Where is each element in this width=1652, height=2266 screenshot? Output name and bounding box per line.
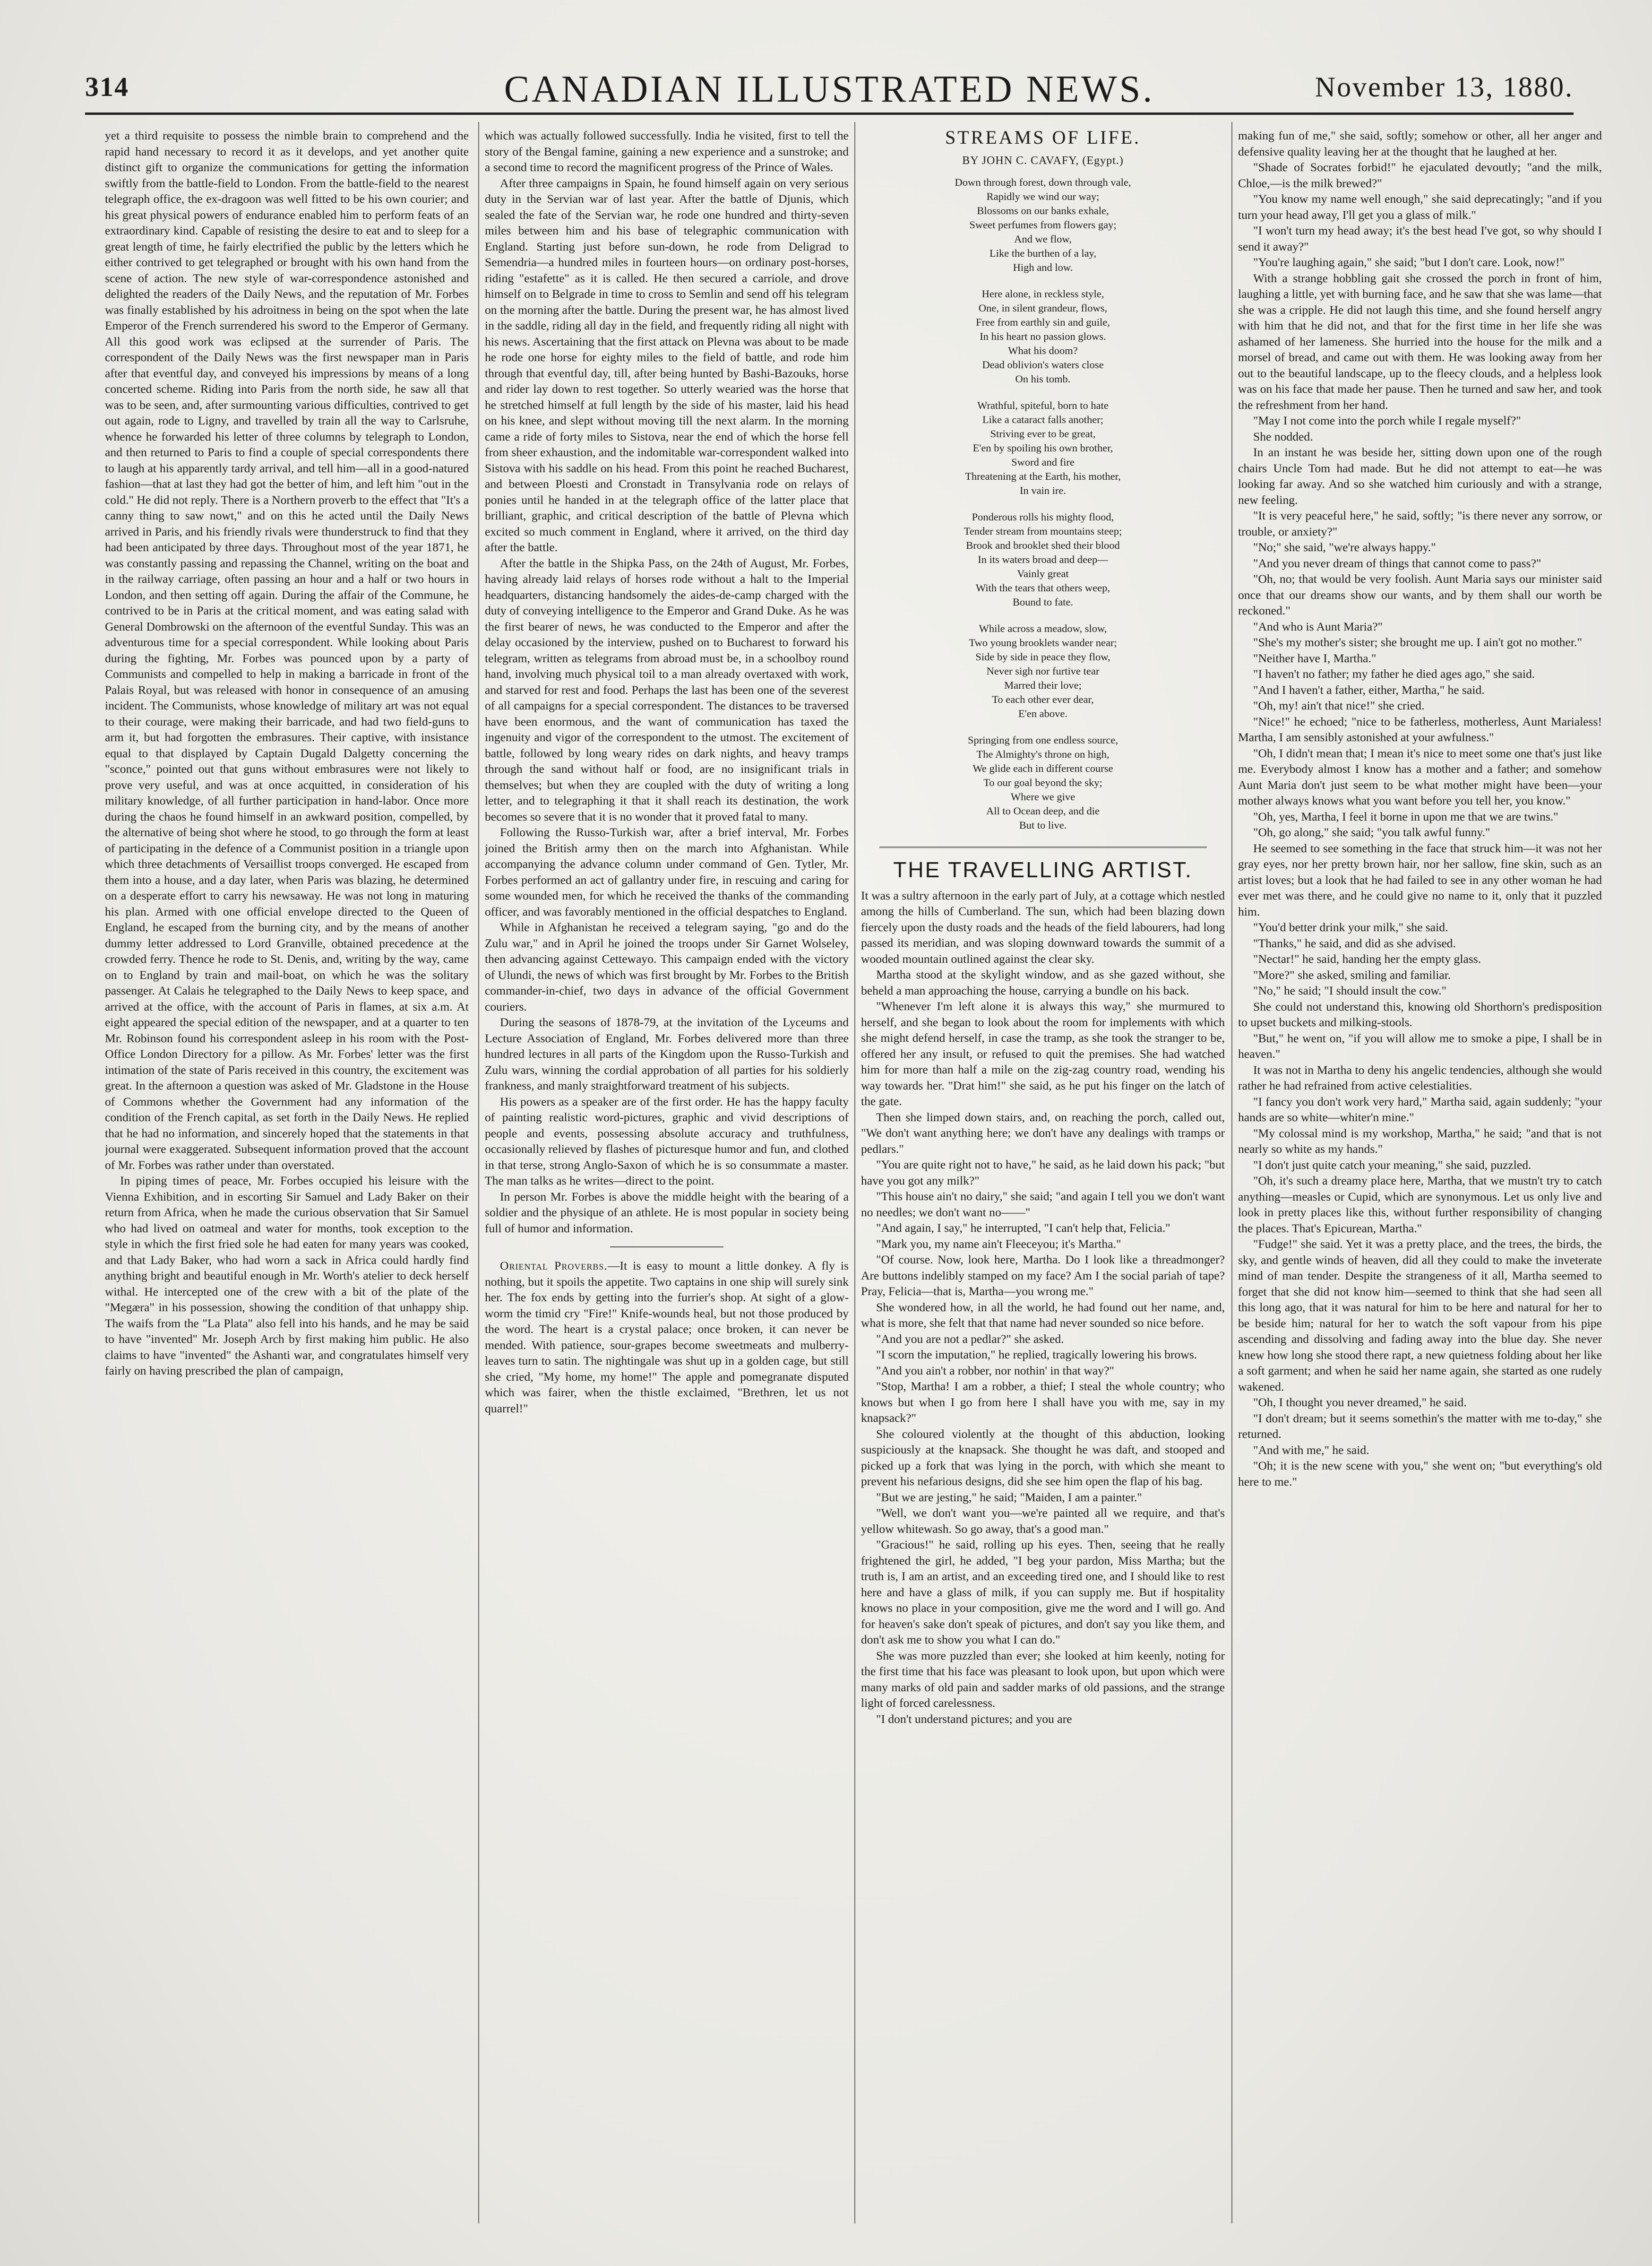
story-paragraph: "But we are jesting," he said; "Maiden, I am a painter." xyxy=(876,1490,1142,1504)
poem-line: To each other ever dear, xyxy=(992,693,1094,705)
poem-line: E'en above. xyxy=(1018,708,1067,719)
story-paragraph: Then she limped down stairs, and, on reaching the porch, called out, "We don't want anything here; we don't have any dealings with tramps or pedlars." xyxy=(861,1110,1225,1156)
story-paragraph: She nodded. xyxy=(1253,429,1313,443)
poem-line: Like a cataract falls another; xyxy=(982,414,1104,425)
story-paragraph: "I won't turn my head away; it's the best head I've got, so why should I send it away?" xyxy=(1238,224,1602,253)
poem-line: Marred their love; xyxy=(1004,679,1082,691)
story-paragraph: "She's my mother's sister; she brought me up. I ain't got no mother." xyxy=(1253,635,1582,649)
poem-stanza xyxy=(861,175,1225,275)
proverbs-text: —It is easy to mount a little donkey. A fly is nothing, but it spoils the appetite. Two captains in one ship will surely sink her. The fox ends by getting into the furrier's shop. At sight of a glow-worm the timid cry "Fire!" Knife-wounds heal, but not those produced by the word. The heart is a crystal palace; once broken, it can never be mended. With patience, sour-grapes become sweetmeats and mulberry-leaves turn to satin. The nightingale was shut up in a golden cage, but still she cried, "My home, my home!" The apple and pomegranate disputed which was fairer, when the thistle exclaimed, "Brethren, let us not quarrel!" xyxy=(485,1259,849,1415)
story-paragraph: "Oh, I didn't mean that; I mean it's nice to meet some one that's just like me. Everybody almost I know has a mother and a father; and somehow Aunt Maria don't just seem to be what mother might have been—your mother always knows what you want before you tell her, you know." xyxy=(1238,746,1602,807)
story-paragraph: "Oh, no; that would be very foolish. Aunt Maria says our minister said once that our dreams show our wants, and by them shall our worth be reckoned." xyxy=(1238,572,1602,617)
poem-line: What his doom? xyxy=(1008,345,1078,356)
poem-line: On his tomb. xyxy=(1015,373,1071,385)
proverbs-paragraph xyxy=(485,1258,849,1416)
poem-line: Vainly great xyxy=(1017,568,1069,579)
poem-line: Down through forest, down through vale, xyxy=(955,176,1131,188)
story-paragraph: "Oh, my! ain't that nice!" she cried. xyxy=(1253,699,1425,712)
story-paragraph: "And you ain't a robber, nor nothin' in that way?" xyxy=(876,1363,1114,1377)
proverbs-heading: Oriental Proverbs. xyxy=(500,1259,608,1272)
poem-line: In its waters broad and deep— xyxy=(978,554,1108,565)
section-divider xyxy=(879,847,1207,848)
poem-stanza xyxy=(861,287,1225,386)
poem xyxy=(861,175,1225,832)
story-paragraph: making fun of me," she said, softly; somehow or other, all her anger and defensive quality leaving her at the thought that he laughed at her. xyxy=(1238,129,1602,158)
poem-title: STREAMS OF LIFE. xyxy=(945,128,1141,148)
story-paragraph: "This house ain't no dairy," she said; "and again I tell you we don't want no needles; we don't want no——" xyxy=(861,1189,1225,1219)
poem-line: Never sigh nor furtive tear xyxy=(986,665,1100,677)
article-paragraph: During the seasons of 1878-79, at the invitation of the Lyceums and Lecture Association of England, Mr. Forbes delivered more than three hundred lectures in all parts of the Kingdom upon the Russo-Turkish and Zulu wars, winning the cordial approbation of all parties for his soldierly frankness, and manly straightforward treatment of his subjects. xyxy=(485,1015,849,1092)
poem-line: Blossoms on our banks exhale, xyxy=(977,205,1109,216)
column-divider xyxy=(478,122,479,2223)
poem-stanza xyxy=(861,510,1225,609)
poem-line: Springing from one endless source, xyxy=(967,734,1119,746)
poem-line: Here alone, in reckless style, xyxy=(981,288,1104,300)
poem-stanza xyxy=(861,733,1225,832)
poem-line: To our goal beyond the sky; xyxy=(983,777,1102,788)
story-paragraph: She wondered how, in all the world, he had found out her name, and, what is more, she felt that that name had never sounded so nice before. xyxy=(861,1300,1225,1330)
masthead xyxy=(85,57,1574,113)
poem-line: Free from earthly sin and guile, xyxy=(976,316,1110,328)
article-paragraph: While in Afghanistan he received a telegram saying, "go and do the Zulu war," and in April he joined the troops under Sir Garnet Wolseley, then advancing against Cettewayo. This campaign ended with the victory of Ulundi, the news of which was first brought by Mr. Forbes to the British commander-in-chief, two days in advance of the official Government couriers. xyxy=(485,920,849,1013)
masthead-rule xyxy=(85,112,1574,115)
story-paragraph: "Mark you, my name ain't Fleeceyou; it's Martha." xyxy=(876,1237,1121,1251)
story-paragraph: "And with me," he said. xyxy=(1253,1443,1369,1457)
poem-line: Tender stream from mountains steep; xyxy=(964,525,1122,537)
story-paragraph: "I don't understand pictures; and you are xyxy=(876,1712,1072,1726)
article-paragraph: After the battle in the Shipka Pass, on the 24th of August, Mr. Forbes, having already laid relays of horses rode without a halt to the Imperial headquarters, distancing handsomely the aides-de-camp charged with the duty of conveying intelligence to the Emperor and Grand Duke. As he was the first bearer of news, he was conducted to the Emperor and after the delay occasioned by the interview, pushed on to Bucharest to forward his telegram, written as telegrams from abroad must be, in a schoolboy round hand, involving much physical toil to a man already overtaxed with work, and starved for rest and food. Perhaps the last has been one of the severest of all campaigns for a special correspondent. The distances to be traversed have been enormous, and the want of communication has taxed the ingenuity and vigor of the correspondent to the utmost. The excitement of battle, followed by long weary rides on dark nights, and heavy tramps through the sand without half or food, are no insignificant trials in themselves; but when they are coupled with the duty of writing a long letter, and to telegraphing it that it shall reach its destination, the work becomes so severe that it is no wonder that it proved fatal to many. xyxy=(485,556,849,823)
article-paragraph: In person Mr. Forbes is above the middle height with the bearing of a soldier and the physique of an athlete. He is most popular in society being full of humor and information. xyxy=(485,1189,849,1235)
story-paragraph: "And you never dream of things that cannot come to pass?" xyxy=(1253,556,1541,570)
article-paragraph: In piping times of peace, Mr. Forbes occupied his leisure with the Vienna Exhibition, and in escorting Sir Samuel and Lady Baker on their return from Africa, when he made the curious observation that Sir Samuel who had lived on oatmeal and water for months, took exception to the style in which the first fried sole he had eaten for many years was cooked, and that Lady Baker, who had worn a sack in Africa could hardly find anything bright and beautiful enough in Mr. Worth's atelier to deck herself withal. He intercepted one of the crew with a bit of the plate of the "Megæra" in his possession, showing the condition of that unhappy ship. The waifs from the "La Plata" also fell into his hands, and he may be said to have "invented" Mr. Joseph Arch by first making him public. He also claims to have "invented" the Ashanti war, and congratulates himself very fairly on having prescribed the plan of campaign, xyxy=(105,1174,469,1377)
poem-line: Ponderous rolls his mighty flood, xyxy=(972,511,1114,523)
article-paragraph: which was actually followed successfully. India he visited, first to tell the story of the Bengal famine, gaining a new experience and a sunstroke; and a second time to record the magnificent progress of the Prince of Wales. xyxy=(485,129,849,174)
article-paragraph: Following the Russo-Turkish war, after a brief interval, Mr. Forbes joined the British army then on the march into Afghanistan. While accompanying the advance column under command of Gen. Tytler, Mr. Forbes performed an act of gallantry under fire, in rescuing and caring for some wounded men, for which he received the thanks of the commanding officer, and was favorably mentioned in the official despatches to England. xyxy=(485,825,849,918)
story-paragraph: "I fancy you don't work very hard," Martha said, again suddenly; "your hands are so white—whiter'n mine." xyxy=(1238,1094,1602,1124)
column-divider xyxy=(854,122,855,2223)
story-paragraph: "Well, we don't want you—we're painted all we require, and that's yellow whitewash. So go away, that's a good man." xyxy=(861,1506,1225,1536)
story-paragraph: With a strange hobbling gait she crossed the porch in front of him, laughing a little, yet with burning face, and he saw that she was lame—that she was a cripple. He did not laugh this time, and she found herself angry with him that he did not, and that for the first time in her life she was ashamed of her lameness. She hurried into the house for the milk and a morsel of bread, and came out with them. He was looking away from her out to the beautiful landscape, up to the fleecy clouds, and a helpless look was on his face that made her pause. Then he turned and saw her, and took the refreshment from her hand. xyxy=(1238,271,1602,412)
section-divider xyxy=(610,1246,723,1247)
poem-line: Wrathful, spiteful, born to hate xyxy=(977,399,1109,411)
poem-line: While across a meadow, slow, xyxy=(979,623,1107,634)
poem-line: Side by side in peace they flow, xyxy=(975,651,1110,663)
poem-line: Where we give xyxy=(1010,791,1076,803)
story-paragraph: "Oh; it is the new scene with you," she went on; "but everything's old here to me." xyxy=(1238,1459,1602,1488)
story-paragraph: "And again, I say," he interrupted, "I can't help that, Felicia." xyxy=(876,1221,1170,1235)
story-paragraph: "Neither have I, Martha." xyxy=(1253,651,1377,665)
poem-line: Rapidly we wind our way; xyxy=(986,190,1100,202)
poem-line: In vain ire. xyxy=(1019,484,1067,496)
story-paragraph: Martha stood at the skylight window, and as she gazed without, she beheld a man approaching the house, carrying a bundle on his back. xyxy=(861,968,1225,997)
column-divider xyxy=(1231,122,1232,2223)
poem-stanza xyxy=(861,622,1225,721)
story-paragraph: "And you are not a pedlar?" she asked. xyxy=(876,1332,1064,1346)
story-paragraph: "Oh, go along," she said; "you talk awful funny." xyxy=(1253,825,1490,839)
poem-line: We glide each in different course xyxy=(972,762,1113,774)
story-body xyxy=(861,888,1225,1727)
story-paragraph: It was not in Martha to deny his angelic tendencies, although she would rather he had refrained from active celestialities. xyxy=(1238,1063,1602,1092)
story-paragraph: "Oh, it's such a dreamy place here, Martha, that we mustn't try to catch anything—measles or Cupid, which are synonymous. Let us only live and look in pretty places like this, without further responsibility of changing the places. That's Epicurean, Martha." xyxy=(1238,1174,1602,1235)
story-paragraph: "No," he said; "I should insult the cow." xyxy=(1253,984,1447,997)
poem-author: BY JOHN C. CAVAFY, (Egypt.) xyxy=(962,154,1124,167)
poem-line: Sword and fire xyxy=(1011,456,1075,468)
story-paragraph: "Oh, yes, Martha, I feel it borne in upon me that we are twins." xyxy=(1253,809,1558,823)
poem-line: E'en by spoiling his own brother, xyxy=(972,442,1113,454)
story-paragraph: "More?" she asked, smiling and familiar. xyxy=(1253,968,1451,982)
poem-line: Dead oblivion's waters close xyxy=(982,359,1104,371)
column-2 xyxy=(485,128,849,2231)
poem-line: Threatening at the Earth, his mother, xyxy=(965,470,1121,482)
story-paragraph: "My colossal mind is my workshop, Martha," he said; "and that is not nearly so white as my hands." xyxy=(1238,1126,1602,1156)
story-paragraph: "Stop, Martha! I am a robber, a thief; I steal the whole country; who knows but when I go from here I shall have you with me, say in my knapsack?" xyxy=(861,1379,1225,1425)
story-paragraph: "It is very peaceful here," he said, softly; "is there never any sorrow, or trouble, or anxiety?" xyxy=(1238,509,1602,538)
article-paragraph: His powers as a speaker are of the first order. He has the happy faculty of painting realistic word-pictures, graphic and vivid descriptions of people and events, possessing absolute accuracy and truthfulness, occasionally relieved by flashes of picturesque humor and fun, and clothed in that terse, strong Anglo-Saxon of which he is so consummate a master. The man talks as he writes—direct to the point. xyxy=(485,1094,849,1187)
story-continued xyxy=(1238,128,1602,1489)
story-paragraph: "No;" she said, "we're always happy." xyxy=(1253,540,1436,554)
poem-line: Like the burthen of a lay, xyxy=(989,247,1096,259)
story-paragraph: She could not understand this, knowing old Shorthorn's predisposition to upset buckets and milking-stools. xyxy=(1238,999,1602,1029)
story-paragraph: "I scorn the imputation," he replied, tragically lowering his brows. xyxy=(876,1348,1197,1361)
poem-line: Brook and brooklet shed their blood xyxy=(966,539,1120,551)
story-paragraph: "And who is Aunt Maria?" xyxy=(1253,619,1383,633)
story-paragraph: "May I not come into the porch while I regale myself?" xyxy=(1253,414,1521,427)
story-paragraph: "Of course. Now, look here, Martha. Do I look like a threadmonger? Are buttons indelibly stamped on my face? Am I the social pariah of tape? Pray, Felicia—that is, Martha—you wrong me." xyxy=(861,1253,1225,1298)
story-paragraph: "Thanks," he said, and did as she advised. xyxy=(1253,936,1456,950)
story-paragraph: "Nice!" he echoed; "nice to be fatherless, motherless, Aunt Marialess! Martha, I am sensibly astonished at your awfulness." xyxy=(1238,714,1602,744)
poem-line: In his heart no passion glows. xyxy=(980,330,1106,342)
poem-line: High and low. xyxy=(1013,261,1073,273)
poem-line: Striving ever to be great, xyxy=(990,428,1096,440)
poem-line: Bound to fate. xyxy=(1012,596,1074,608)
poem-line: The Almighty's throne on high, xyxy=(976,748,1110,760)
story-paragraph: "You're laughing again," she said; "but I don't care. Look, now!" xyxy=(1253,255,1565,269)
article-paragraph: After three campaigns in Spain, he found himself again on very serious duty in the Servian war of last year. After the battle of Djunis, which sealed the fate of the Servian war, he rode one hundred and thirty-seven miles between him and his base of telegraphic communication with England. Starting just before sun-down, he rode from Deligrad to Semendria—a hundred miles in fourteen hours—on ordinary post-horses, riding "estafette" as it is called. He then secured a carriole, and drove himself on to Belgrade in time to cross to Semlin and send off his telegram on the morning after the battle. During the present war, he has almost lived in the saddle, riding all day in the field, and frequently riding all night with his news. Ascertaining that the first attack on Plevna was about to be made he rode one horse for eighty miles to the field of battle, and rode him through that eventful day, till, after being hunted by Bashi-Bazouks, horse and rider lay down to rest together. So utterly wearied was the horse that he stretched himself at full length by the side of his master, laid his head on his knee, and slept without moving till the next alarm. In the morning came a ride of forty miles to Sistova, near the end of which the horse fell from sheer exhaustion, and the indomitable war-correspondent walked into Sistova with his saddle on his head. From this point he reached Bucharest, and between Ploesti and Cronstadt in Transylvania rode on relays of ponies until he handed in at the telegraph office of the latter place that brilliant, graphic, and critical description of the battle of Plevna which excited so much comment in England, where it arrived, on the third day after the battle. xyxy=(485,176,849,554)
story-paragraph: "But," he went on, "if you will allow me to smoke a pipe, I shall be in heaven." xyxy=(1238,1031,1602,1061)
story-paragraph: In an instant he was beside her, sitting down upon one of the rough chairs Uncle Tom had made. But he did not attempt to eat—he was looking far away. And so she watched him curiously and with a strange, new feeling. xyxy=(1238,445,1602,507)
poem-line: And we flow, xyxy=(1014,233,1072,245)
issue-date: November 13, 1880. xyxy=(1315,71,1574,103)
story-paragraph: "Nectar!" he said, handing her the empty glass. xyxy=(1253,952,1481,966)
page-number: 314 xyxy=(85,71,129,102)
story-paragraph: "You know my name well enough," she said deprecatingly; "and if you turn your head away, I'll get you a glass of milk." xyxy=(1238,192,1602,222)
story-paragraph: "You are quite right not to have," he said, as he laid down his pack; "but have you got any milk?" xyxy=(861,1158,1225,1187)
poem-line: All to Ocean deep, and die xyxy=(986,805,1100,817)
column-4 xyxy=(1238,128,1602,2231)
column-3 xyxy=(861,128,1225,2231)
column-1 xyxy=(105,128,469,2231)
poem-stanza xyxy=(861,398,1225,498)
story-paragraph: "You'd better drink your milk," she said. xyxy=(1253,920,1448,934)
story-title: THE TRAVELLING ARTIST. xyxy=(893,857,1193,882)
story-paragraph: "I haven't no father; my father he died ages ago," she said. xyxy=(1253,667,1535,681)
story-paragraph: "And I haven't a father, either, Martha," he said. xyxy=(1253,683,1485,697)
poem-line: With the tears that others weep, xyxy=(976,582,1110,594)
story-paragraph: She was more puzzled than ever; she looked at him keenly, noting for the first time that his face was pleasant to look upon, but upon which were many marks of old pain and sadder marks of old passions, and the strange light of forced carelessness. xyxy=(861,1648,1225,1710)
story-paragraph: "Oh, I thought you never dreamed," he said. xyxy=(1253,1395,1467,1409)
poem-line: But to live. xyxy=(1019,819,1067,831)
story-paragraph: "I don't just quite catch your meaning," she said, puzzled. xyxy=(1253,1158,1532,1172)
story-paragraph: "Whenever I'm left alone it is always this way," she murmured to herself, and she began to look about the room for implements with which she might defend herself, in case the tramp, as she took the stranger to be, offered her any insult, or refused to quit the premises. She had watched him for more than half a mile on the zig-zag country road, wending his way towards her. "Drat him!" she said, as he put his finger on the latch of the gate. xyxy=(861,999,1225,1108)
story-paragraph: "Shade of Socrates forbid!" he ejaculated devoutly; "and the milk, Chloe,—is the milk brewed?" xyxy=(1238,160,1602,190)
poem-line: Two young brooklets wander near; xyxy=(969,637,1117,649)
story-paragraph: He seemed to see something in the face that struck him—it was not her gray eyes, nor her pretty brown hair, nor her sallow, fine skin, such as an artist loves; but a look that he had failed to see in any other woman he had ever met was there, and he could give no name to it, only that it puzzled him. xyxy=(1238,841,1602,918)
story-paragraph: "Fudge!" she said. Yet it was a pretty place, and the trees, the birds, the sky, and gentle winds of heaven, did all they could to make the inveterate mind of man tender. Despite the strangeness of it all, Martha seemed to forget that she did not know him—seemed to think that she had seen all this long ago, that it was natural for him to be here and natural for her to be beside him; natural for her to watch the soft vapour from his pipe ascending and dissolving and fading away into the blue day. She never knew how long she stood there rapt, a new quietness folding about her like a soft garment; and when he said her name again, she started as one rudely wakened. xyxy=(1238,1237,1602,1393)
story-paragraph: "Gracious!" he said, rolling up his eyes. Then, seeing that he really frightened the girl, he added, "I beg your pardon, Miss Martha; but the truth is, I am an artist, and an exceeding tired one, and I should like to rest here and have a glass of milk, if you can supply me. But if hospitality knows no place in your composition, give me the word and I will go. And for heaven's sake don't speak of pictures, and don't say you like them, and don't ask me to show you what I can do." xyxy=(861,1538,1225,1646)
story-paragraph: She coloured violently at the thought of this abduction, looking suspiciously at the knapsack. She thought he was daft, and stooped and picked up a fork that was lying in the porch, with which she meant to prevent his nefarious designs, did she see him open the flap of his bag. xyxy=(861,1427,1225,1488)
article-paragraph: yet a third requisite to possess the nimble brain to comprehend and the rapid hand necessary to record it as it develops, and yet another quite distinct gift to organize the communications for getting the information swiftly from the battle-field to London. From the battle-field to the nearest telegraph office, the ex-dragoon was well fitted to be his own courier; and his great physical powers of endurance enabled him to perform feats of an extraordinary kind. Capable of resisting the desire to eat and to sleep for a great length of time, he fairly electrified the public by the letters which he either contrived to get telegraphed or brought with his own hand from the scene of action. The new style of war-correspondence astonished and delighted the readers of the Daily News, and the reputation of Mr. Forbes was finally established by his adroitness in being on the spot when the late Emperor of the French surrendered his sword to the Emperor of Germany. All this good work was eclipsed at the surrender of Paris. The correspondent of the Daily News was the first newspaper man in Paris after that eventful day, and conveyed his impressions by means of a long concerted scheme. Riding into Paris from the north side, he saw all that was to be seen, and, after surmounting various difficulties, contrived to get out again, rode to Ligny, and travelled by train all the way to Carlsruhe, whence he forwarded his letter of three columns by telegraph to London, and then returned to Paris to find a couple of special correspondents there to laugh at his apparently tardy arrival, and tell him—all in a good-natured fashion—that at last they had got the better of him, and left him "out in the cold." He did not reply. There is a Northern proverb to the effect that "It's a canny thing to saw nowt," and on this he acted until the Daily News arrived in Paris, and his friendly rivals were thunderstruck to find that they had been anticipated by three days. Throughout most of the year 1871, he was constantly passing and repassing the Channel, writing on the boat and in the railway carriage, often passing an hour and a half or two hours in London, and then setting off again. During the affair of the Commune, he contrived to be in Paris at the critical moment, and was eating salad with General Dombrowski on the afternoon of the eventful Sunday. This was an adventurous time for a special correspondent. While looking about Paris during the fighting, Mr. Forbes was pounced upon by a party of Communists and compelled to help in making a barricade in front of the Palais Royal, but was released with honor in consequence of an amusing incident. The Communists, whose knowledge of military art was not equal to their courage, were making their barricade, and had two field-guns to arm it, but had forgotten the embrasures. Their captive, with insistance equal to that displayed by Captain Dugald Dalgetty concerning the "sconce," pointed out that guns without embrasures were not likely to prove very useful, and was at once acquitted, in consideration of his military knowledge, of all further participation in hand-labor. Once more during the chaos he found himself in an awkward position, compelled, by the alternative of being shot where he stood, to go through the form at least of participating in the defence of a Communist position in a triangle upon which three detachments of Versaillist troops converged. He escaped from them into a house, and a day later, when Paris was blazing, he determined on a desperate effort to carry his newsaway. He was not long in maturing his plan. Armed with one official envelope directed to the Queen of England, he escaped from the burning city, and by the means of another dummy letter addressed to Lord Granville, obtained precedence at the crowded ferry. Thence he rode to St. Denis, and, writing by the way, came on to England by train and mail-boat, on which he was the solitary passenger. At Calais he telegraphed to the Daily News to keep space, and arrived at the office, with the account of Paris in flames, at six a.m. At eight appeared the special edition of the newspaper, and at a quarter to ten Mr. Robinson found his correspondent asleep in his room with the Post-Office London Directory for a pillow. As Mr. Forbes' letter was the first intimation of the state of Paris received in this country, the excitement was great. In the afternoon a question was asked of Mr. Gladstone in the House of Commons whether the Government had any information of the condition of the French capital, as set forth in the Daily News. He replied that he had no information, and sincerely hoped that the statements in that journal were exaggerated. Subsequent information proved that the account of Mr. Forbes was rather under than overstated. xyxy=(105,129,469,1172)
newspaper-title: CANADIAN ILLUSTRATED NEWS. xyxy=(504,69,1155,110)
poem-line: Sweet perfumes from flowers gay; xyxy=(969,219,1117,231)
poem-line: One, in silent grandeur, flows, xyxy=(978,302,1108,314)
story-paragraph: "I don't dream; but it seems somethin's the matter with me to-day," she returned. xyxy=(1238,1411,1602,1441)
story-paragraph: It was a sultry afternoon in the early part of July, at a cottage which nestled among the hills of Cumberland. The sun, which had been blazing down fiercely upon the dusty roads and the heads of the field labourers, had long passed its meridian, and was sloping downward towards the summit of a wooded mountain outlined against the clear sky. xyxy=(861,888,1225,966)
